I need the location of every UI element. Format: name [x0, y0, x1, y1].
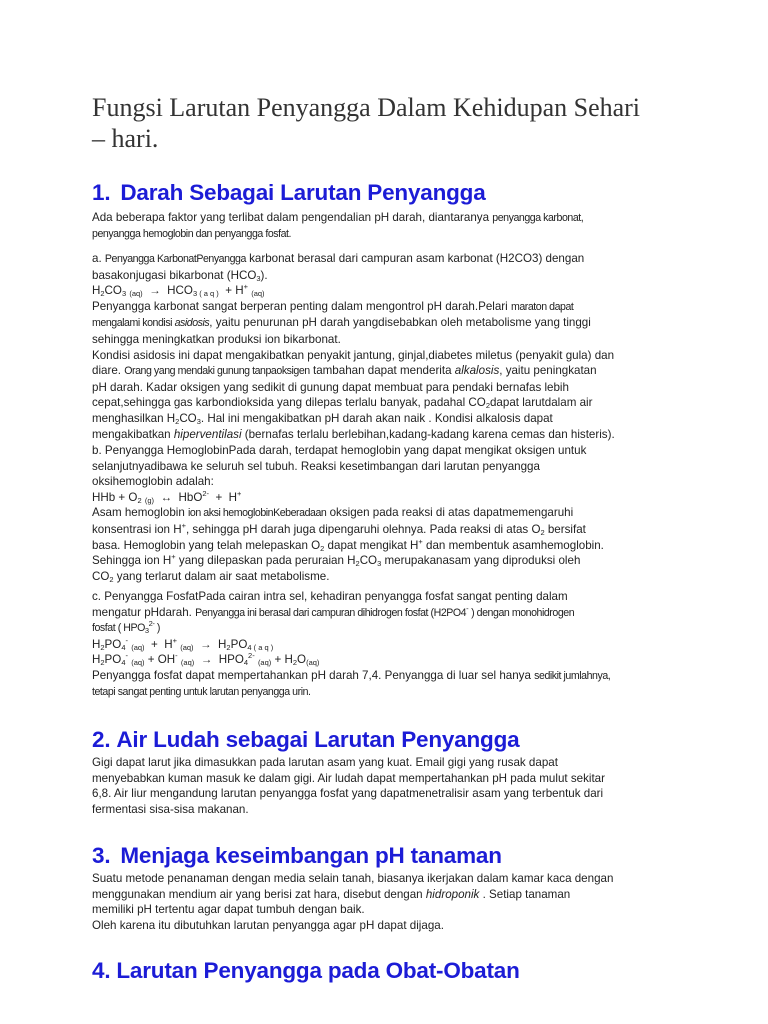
section-heading-2: 2. Air Ludah sebagai Larutan Penyangga [92, 727, 520, 752]
hemoglobin-buffer-paragraph: b. Penyangga HemoglobinPada darah, terdapat hemoglobin yang dapat mengikat oksigen untuk selanjutnyadibawa ke seluruh sel tubuh. Reaksi kesetimbangan dari larutan penyangga oksihemoglobin adalah: HHb + $O_2$ $_{(g)}$ ↔ HbO$^{2-}$ + H+ Asam hemoglobin ion aksi hemoglobinKeberadaan oksigen pada reaksi di atas dapatmemengaruhi konsentrasi ion H+, sehingga pH darah juga dipengaruhi olehnya. Pada reaksi di atas $O_2$ bersifat basa. Hemoglobin yang telah melepaskan $O_2$ dapat mengikat H+ dan membentuk asamhemoglobin. Sehingga ion H+ yang dilepaskan pada peruraian $H_2CO_3$ merupakanasam yang diproduksi oleh $CO_2$ yang terlarut dalam air saat metabolisme. [92, 443, 682, 584]
phosphate-buffer-paragraph: c. Penyangga FosfatPada cairan intra sel, kehadiran penyangga fosfat sangat penting dalam mengatur pHdarah. Penyangga ini berasal dari campuran dihidrogen fosfat (H2PO4- ) dengan monohidrogen fosfat ( $HPO_3^{2-}$ ) $H_2PO_4^-$ $_{(aq)}$ + H+ $_{(aq)} \to H_2PO_{4 ( a q )}$ $H_2PO_4^-$ $_{(aq)}$ + OH- $_{(aq)} \to HPO_4^{2-}$ $_{(aq)} + H_2O_{(aq)}$ Penyangga fosfat dapat mempertahankan pH darah 7,4. Penyangga di luar sel hanya sedikit jumlahnya, tetapi sangat penting untuk larutan penyangga urin. [92, 589, 682, 700]
phosphate-equation-1: $H_2PO_4^-$ $_{(aq)}$ + H+ $_{(aq)} \to H_2PO_{4 ( a q )}$ [92, 635, 274, 652]
section-2-paragraph: Gigi dapat larut jika dimasukkan pada larutan asam yang kuat. Email gigi yang rusak dapat menyebabkan kuman masuk ke dalam gigi. Air ludah dapat mempertahankan pH pada mulut sekitar 6,8. Air liur mengandung larutan penyangga fosfat yang dapatmenetralisir asam yang terbentuk dari fermentasi sisa-sisa makanan. [92, 756, 605, 816]
section-heading-1: 1. Darah Sebagai Larutan Penyangga [92, 180, 486, 205]
section-1-intro: Ada beberapa faktor yang terlibat dalam pengendalian pH darah, diantaranya penyangga karbonat, penyangga hemoglobin dan penyangga fosfat. [92, 211, 584, 240]
carbonate-equation: $H_2CO_3$ $_{(aq)} \to HCO_{3 ( a q )} + H^+$ $_{(aq)}$ [92, 282, 265, 299]
hemoglobin-equation: HHb + $O_2$ $_{(g)}$ ↔ HbO$^{2-}$ + H+ [92, 488, 242, 505]
carbonate-buffer-paragraph: a. Penyangga KarbonatPenyangga karbonat berasal dari campuran asam karbonat (H2CO3) dengan basakonjugasi bikarbonat $(HCO_3)$. $H_2CO_3$ $_{(aq)} \to HCO_{3 ( a q )} + H^+$ $_{(aq)}$ Penyangga karbonat sangat berperan penting dalam mengontrol pH darah.Pelari maraton dapat mengalami kondisi asidosis, yaitu penurunan pH darah yangdisebabkan oleh metabolisme yang tinggi sehingga meningkatkan produksi ion bikarbonat. Kondisi asidosis ini dapat mengakibatkan penyakit jantung, ginjal,diabetes miletus (penyakit gula) dan diare. Orang yang mendaki gunung tanpaoksigen tambahan dapat menderita alkalosis, yaitu peningkatan pH darah. Kadar oksigen yang sedikit di gunung dapat membuat para pendaki bernafas lebih cepat,sehingga gas karbondioksida yang dilepas terlalu banyak, padahal $CO_2dapat$ larutdalam air menghasilkan $H_2CO_3$. Hal ini mengakibatkan pH darah akan naik . Kondisi alkalosis dapat mengakibatkan hiperventilasi (bernafas terlalu berlebihan,kadang-kadang karena cemas dan histeris). [92, 251, 682, 442]
section-3-paragraph: Suatu metode penanaman dengan media selain tanah, biasanya ikerjakan dalam kamar kaca dengan menggunakan mendium air yang berisi zat hara, disebut dengan hidroponik . Setiap tanaman memiliki pH tertentu agar dapat tumbuh dengan baik. Oleh karena itu dibutuhkan larutan penyangga agar pH dapat dijaga. [92, 872, 614, 932]
section-heading-3: 3. Menjaga keseimbangan pH tanaman [92, 843, 502, 868]
phosphate-equation-2: $H_2PO_4^-$ $_{(aq)}$ + OH- $_{(aq)} \to HPO_4^{2-}$ $_{(aq)} + H_2O_{(aq)}$ [92, 651, 320, 668]
page-title: Fungsi Larutan Penyangga Dalam Kehidupan Sehari – hari. [92, 93, 641, 153]
section-heading-4: 4. Larutan Penyangga pada Obat-Obatan [92, 958, 520, 983]
